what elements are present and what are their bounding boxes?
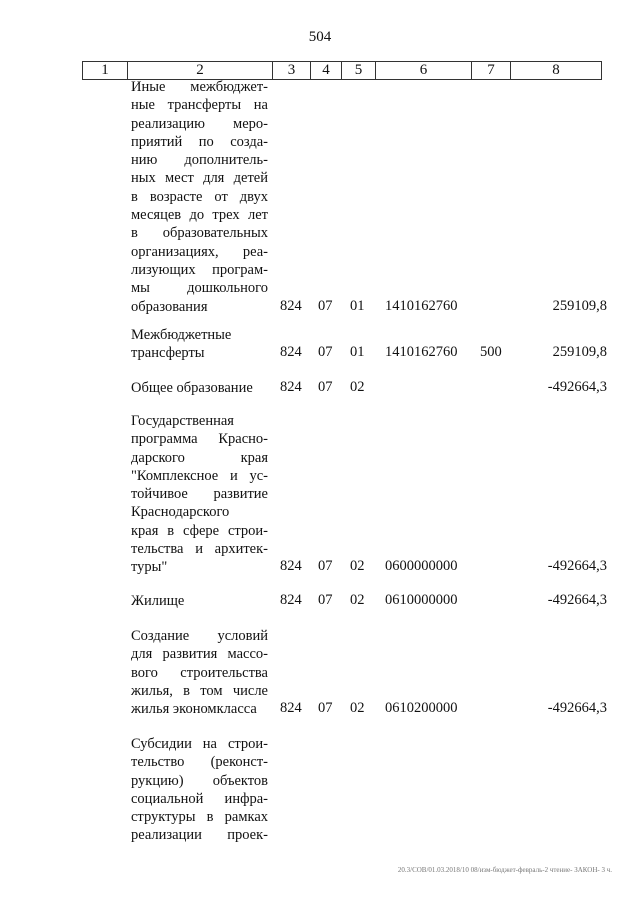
page-number: 504: [308, 29, 332, 45]
pr-code: 02: [350, 558, 365, 574]
footer-file-path: 20.3/СОВ/01.03.2018/10 08/изм-бюджет-февраль-2 чтение- ЗАКОН- 3 ч.: [397, 866, 612, 874]
rz-code: 07: [318, 344, 333, 360]
rz-code: 07: [318, 592, 333, 608]
pr-code: 01: [350, 298, 365, 314]
ved-code: 824: [280, 592, 302, 608]
rz-code: 07: [318, 379, 333, 395]
rz-code: 07: [318, 558, 333, 574]
csr-code: 1410162760: [385, 344, 458, 360]
amount: 259109,8: [552, 344, 607, 360]
amount: 259109,8: [552, 298, 607, 314]
header-col-5: 5: [342, 62, 376, 79]
ved-code: 824: [280, 298, 302, 314]
rz-code: 07: [318, 298, 333, 314]
amount: -492664,3: [547, 592, 607, 608]
row-description: Жилище: [131, 593, 185, 609]
csr-code: 0610200000: [385, 700, 458, 716]
header-col-6: 6: [376, 62, 472, 79]
ved-code: 824: [280, 379, 302, 395]
pr-code: 02: [350, 700, 365, 716]
header-col-4: 4: [311, 62, 342, 79]
ved-code: 824: [280, 344, 302, 360]
row-description: Субсидии на строи- тельство (реконст- рукцию) объектов социальной инфра- структуры в рамках реализации проек-: [131, 736, 268, 844]
csr-code: 1410162760: [385, 298, 458, 314]
header-col-3: 3: [273, 62, 311, 79]
row-description: Иные межбюджет- ные трансферты на реализацию меро- приятий по созда- нию дополнитель- ных мест для детей в возрасте от двух месяцев до трех лет в образовательных организациях, реа- лизующих програм- мы дошкольного образования: [131, 79, 268, 315]
header-col-2: 2: [128, 62, 273, 79]
pr-code: 01: [350, 344, 365, 360]
header-col-7: 7: [472, 62, 511, 79]
row-description: Общее образование: [131, 380, 253, 396]
header-col-8: 8: [552, 62, 560, 78]
header-col-1: 1: [83, 62, 128, 79]
csr-code: 0610000000: [385, 592, 458, 608]
vr-code: 500: [480, 344, 502, 360]
pr-code: 02: [350, 592, 365, 608]
ved-code: 824: [280, 558, 302, 574]
ved-code: 824: [280, 700, 302, 716]
row-description: Государственная программа Красно- дарского края "Комплексное и ус- тойчивое развитие Краснодарского края в сфере строи- тельства и архитек- туры": [131, 413, 268, 576]
pr-code: 02: [350, 379, 365, 395]
csr-code: 0600000000: [385, 558, 458, 574]
rz-code: 07: [318, 700, 333, 716]
amount: -492664,3: [547, 558, 607, 574]
row-description: Межбюджетные трансферты: [131, 327, 232, 362]
amount: -492664,3: [547, 379, 607, 395]
row-description: Создание условий для развития массо- вого строительства жилья, в том числе жилья экономкласса: [131, 628, 268, 718]
amount: -492664,3: [547, 700, 607, 716]
